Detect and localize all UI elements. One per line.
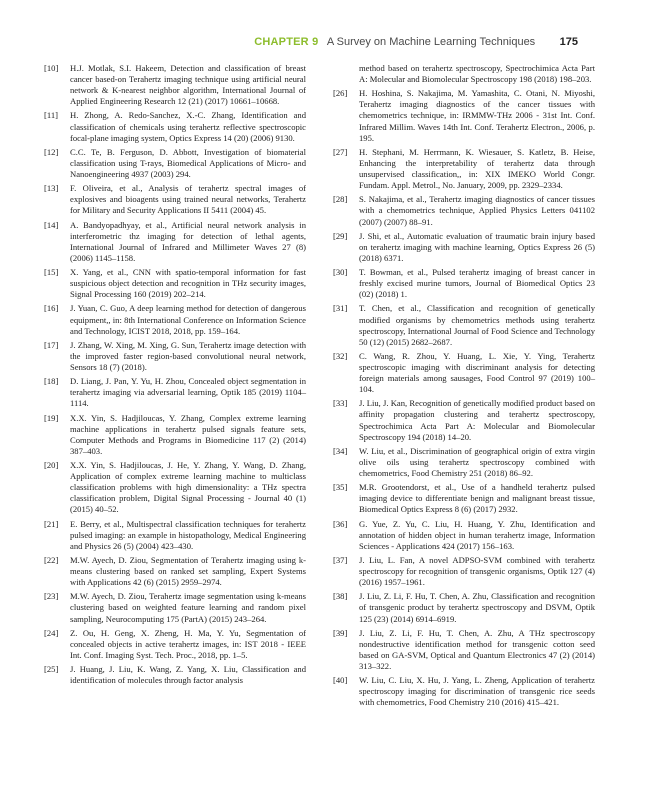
reference-text: X. Yang, et al., CNN with spatio-temporal information for fast suspicious object detection and recognition in THz security images, Signal Processing 160 (2019) 202–214. [70,267,306,300]
reference-number: [12] [44,146,59,157]
reference-text: J. Liu, L. Fan, A novel ADPSO-SVM combined with terahertz spectroscopy for recognition of transgenic organisms, Optik 127 (4) (2016) 1957–1961. [359,554,595,588]
reference-number: [24] [44,627,59,638]
reference-number: [36] [333,518,348,529]
reference-number: [23] [44,591,59,602]
reference-entry [333,88,595,143]
reference-text: D. Liang, J. Pan, Y. Yu, H. Zhou, Concealed object segmentation in terahertz imaging via adversarial learning, Optik 185 (2019) 1104–1114. [70,376,306,409]
chapter-title: A Survey on Machine Learning Techniques [326,36,536,48]
reference-entry [333,628,595,672]
reference-entry [44,591,306,624]
reference-number: [13] [44,183,59,194]
reference-number: [38] [333,591,348,602]
reference-entry [44,519,306,552]
reference-entry [333,398,595,442]
reference-text: J. Yuan, C. Guo, A deep learning method for detection of dangerous equipment,, in: 8th International Conference on Information Science and Technology, ICIST 2018, 2018, pp. 159–164. [70,303,306,336]
reference-entry [44,555,306,588]
reference-entry [44,376,306,409]
reference-number: [21] [44,518,59,529]
reference-entry [44,628,306,661]
reference-entry [333,303,595,347]
reference-number: [31] [333,303,348,314]
reference-text: X.X. Yin, S. Hadjiloucas, Y. Zhang, Complex extreme learning machine applications in terahertz pulsed signals feature sets, Computer Methods and Programs in Biomedicine 117 (2) (2014) 387–403. [70,412,306,456]
reference-text: C. Wang, R. Zhou, Y. Huang, L. Xie, Y. Ying, Terahertz spectroscopic imaging with discriminant analysis for detecting foreign materials among sausages, Food Control 97 (2019) 100–104. [359,350,595,395]
reference-text: M.R. Grootendorst, et al., Use of a handheld terahertz pulsed imaging device to differentiate benign and malignant breast tissue, Biomedical Optics Express 8 (6) (2017) 2932. [359,482,595,515]
reference-text: F. Oliveira, et al., Analysis of terahertz spectral images of explosives and bioagents using trained neural networks, Terahertz for Military and Security Applications II 5411 (2004) 45. [70,183,306,216]
reference-number: [28] [333,194,348,205]
reference-number: [19] [44,412,59,423]
reference-entry [333,482,595,515]
reference-text: J. Liu, Z. Li, F. Hu, T. Chen, A. Zhu, A THz spectroscopy nondestructive identification method for transgenic cotton seed based on GA-SVM, Optical and Quantum Electronics 47 (2) (2014) 313–322. [359,627,595,671]
reference-entry [333,675,595,708]
reference-text: C.C. Te, B. Ferguson, D. Abbott, Investigation of biomaterial classification using T-rays, Biomedical Applications of Micro- and Nanoengineering 4937 (2003) 294. [70,146,306,180]
reference-text: J. Zhang, W. Xing, M. Xing, G. Sun, Terahertz image detection with the improved faster region-based convolutional neural network, Sensors 18 (7) (2018). [70,339,306,372]
reference-text: H. Zhong, A. Redo-Sanchez, X.-C. Zhang, Identification and classification of chemicals using terahertz reflective spectroscopic focal-plane imaging system, Optics Express 14 (20) (2006) 9130. [70,110,306,143]
reference-entry [44,664,306,686]
reference-entry [44,340,306,373]
references-column-right [333,63,595,712]
reference-entry [333,591,595,624]
reference-number: [18] [44,376,59,387]
reference-text: W. Liu, et al., Discrimination of geographical origin of extra virgin olive oils using terahertz spectroscopy combined with chemometrics, Food Chemistry 251 (2018) 86–92. [359,445,595,479]
reference-entry [44,267,306,300]
reference-number: [22] [44,554,59,565]
references-column-left [44,63,306,689]
reference-number: [27] [333,146,348,157]
reference-text: J. Liu, J. Kan, Recognition of genetically modified product based on affinity propagation clustering and terahertz spectroscopy, Spectrochimica Acta Part A: Molecular and Biomolecular Spectroscopy 194 (2018) 14–20. [359,398,595,442]
reference-entry [333,555,595,588]
reference-number: [26] [333,88,348,99]
reference-number: [17] [44,339,59,350]
reference-text: S. Nakajima, et al., Terahertz imaging diagnostics of cancer tissues with a chemometrics technique, Applied Physics Letters 041102 (2007) (2007) 88–91. [359,194,595,227]
running-header [0,32,578,48]
reference-number: [40] [333,675,348,686]
reference-entry [333,147,595,191]
reference-entry [333,63,595,85]
reference-text: H. Hoshina, S. Nakajima, M. Yamashita, C. Otani, N. Miyoshi, Terahertz imaging diagnostics of the cancer tissues with chemometrics technique, in: IRMMW-THz 2006 - 31st Int. Conf. Infrared Millim. Waves 14th Int. Conf. Terahertz Electron., 2006, p. 195. [359,88,595,143]
reference-number: [16] [44,303,59,314]
reference-entry [333,267,595,300]
reference-number: [34] [333,445,348,456]
reference-number: [20] [44,460,59,471]
reference-number: [32] [333,350,348,361]
reference-number: [29] [333,230,348,241]
reference-entry [333,231,595,264]
reference-text: J. Liu, Z. Li, F. Hu, T. Chen, A. Zhu, Classification and recognition of transgenic product by terahertz spectroscopy and DSVM, Optik 125 (23) (2014) 6914–6919. [359,591,595,624]
reference-text: M.W. Ayech, D. Ziou, Segmentation of Terahertz imaging using k-means clustering based on ranked set sampling, Expert Systems with Applications 42 (6) (2015) 2959–2974. [70,554,306,588]
reference-text: A. Bandyopadhyay, et al., Artificial neural network analysis in interferometric thz imaging for detection of lethal agents, International Journal of Infrared and Millimeter Waves 27 (8) (2006) 1145–1158. [70,219,306,263]
reference-number: [39] [333,627,348,638]
reference-number: [30] [333,267,348,278]
reference-entry [44,63,306,107]
page-number: 175 [559,36,578,48]
reference-entry [44,413,306,457]
reference-text: G. Yue, Z. Yu, C. Liu, H. Huang, Y. Zhu, Identification and annotation of hidden object in human terahertz image, Information Sciences - Applications 424 (2017) 156–163. [359,518,595,551]
reference-text: E. Berry, et al., Multispectral classification techniques for terahertz pulsed imaging: an example in histopathology, Medical Engineering and Physics 26 (5) (2004) 423–430. [70,518,306,551]
reference-text: W. Liu, C. Liu, X. Hu, J. Yang, L. Zheng, Application of terahertz spectroscopy imaging for discrimination of transgenic rice seeds with chemometrics, Food Chemistry 210 (2016) 415–421. [359,675,595,708]
reference-number: [14] [44,219,59,230]
reference-number: [11] [44,110,58,121]
reference-number: [37] [333,554,348,565]
reference-text: method based on terahertz spectroscopy, Spectrochimica Acta Part A: Molecular and Biomolecular Spectroscopy 198 (2018) 198–203. [359,63,595,85]
reference-number: [33] [333,398,348,409]
reference-entry [333,446,595,479]
reference-number: [15] [44,267,59,278]
reference-text: H. Stephani, M. Herrmann, K. Wiesauer, S. Katletz, B. Heise, Enhancing the interpretability of terahertz data through unsupervised classification,, in: XIX IMEKO World Congr. Fundam. Appl. Metrol., No. January, 2009, pp. 2329–2334. [359,146,595,191]
reference-text: X.X. Yin, S. Hadjiloucas, J. He, Y. Zhang, Y. Wang, D. Zhang, Application of complex extreme learning machine to multiclass classification problems with high dimensionality: a THz spectra classification problem, Digital Signal Processing - Journal 40 (1) (2015) 40–52. [70,460,306,515]
reference-text: T. Chen, et al., Classification and recognition of genetically modified organisms by chemometrics methods using terahertz spectroscopy, International Journal of Food Science and Technology 50 (12) (2015) 2682–2687. [359,303,595,347]
reference-entry [44,303,306,336]
reference-entry [44,460,306,515]
reference-text: J. Huang, J. Liu, K. Wang, Z. Yang, X. Liu, Classification and identification of molecules through factor analysis [70,664,306,686]
reference-number: [25] [44,664,59,675]
reference-entry [44,220,306,264]
chapter-label: CHAPTER 9 [254,36,319,48]
reference-text: Z. Ou, H. Geng, X. Zheng, H. Ma, Y. Yu, Segmentation of concealed objects in active terahertz images, in: IST 2018 - IEEE Int. Conf. Imaging Syst. Tech. Proc., 2018, pp. 1–5. [70,627,306,660]
reference-entry [44,147,306,180]
reference-number: [35] [333,482,348,493]
reference-text: J. Shi, et al., Automatic evaluation of traumatic brain injury based on terahertz imaging with machine learning, Optics Express 26 (5) (2018) 6371. [359,230,595,263]
reference-entry [333,351,595,395]
reference-text: M.W. Ayech, D. Ziou, Terahertz image segmentation using k-means clustering based on weighted feature learning and random pixel sampling, Neurocomputing 175 (PartA) (2015) 243–264. [70,591,306,624]
reference-entry [44,183,306,216]
reference-entry [333,194,595,227]
reference-text: H.J. Motlak, S.I. Hakeem, Detection and classification of breast cancer based-on Terahertz imaging technique using artificial neural network & K-nearest neighbor algorithm, International Journal of Applied Engineering Research 12 (21) (2017) 10661–10668. [70,63,306,107]
reference-text: T. Bowman, et al., Pulsed terahertz imaging of breast cancer in freshly excised murine tumors, Journal of Biomedical Optics 23 (02) (2018) 1. [359,267,595,300]
reference-number: [10] [44,63,59,73]
reference-entry [333,519,595,552]
reference-entry [44,110,306,143]
